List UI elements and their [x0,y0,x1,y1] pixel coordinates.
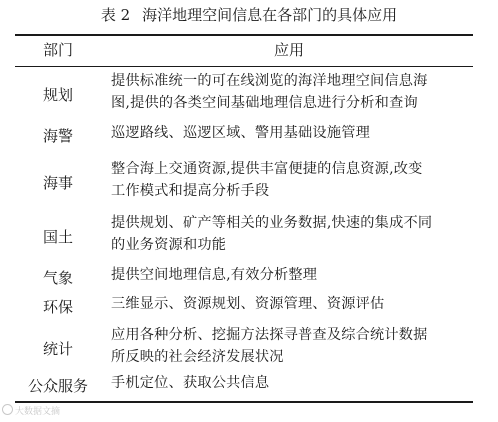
application-cell [111,122,473,144]
department-cell: 国土 [42,227,73,246]
application-cell [111,372,473,394]
application-line: 三维显示、资源规划、资源管理、资源评估 [111,296,385,312]
table-number: 表 2 [100,6,131,24]
application-cell [111,70,473,114]
table-row [15,264,473,290]
application-line: 提供空间地理信息,有效分析整理 [111,267,318,283]
application-cell [111,264,473,286]
department-cell: 气象 [42,268,73,287]
application-line: 巡逻路线、巡逻区域、警用基础设施管理 [111,125,370,141]
application-line: 工作模式和提高分析手段 [111,183,270,199]
table-row [15,372,473,398]
table-row [15,122,473,148]
application-line: 提供规划、矿产等相关的业务数据,快速的集成不同 [111,215,433,231]
bottom-rule [15,401,473,403]
table-row [15,324,473,372]
application-cell [111,158,473,202]
department-cell: 规划 [42,85,73,104]
table-row [15,212,473,260]
watermark [2,404,60,419]
department-cell: 海事 [42,173,73,192]
application-line: 图,提供的各类空间基础地理信息进行分析和查询 [111,95,418,111]
application-line: 的业务资源和功能 [111,237,227,253]
weibo-icon [2,404,13,415]
header-department: 部门 [42,41,73,59]
application-line: 所反映的社会经济发展状况 [111,349,284,365]
table-caption [0,5,498,25]
department-cell: 统计 [42,339,73,358]
application-cell [111,212,473,256]
table-row [15,158,473,206]
department-cell: 环保 [42,297,73,316]
top-rule [15,34,473,36]
header-rule [15,66,473,67]
application-line: 提供标准统一的可在线浏览的海洋地理空间信息海 [111,73,428,89]
table-row [15,70,473,118]
department-cell: 公众服务 [27,376,88,395]
application-line: 手机定位、获取公共信息 [111,375,270,391]
table-title: 海洋地理空间信息在各部门的具体应用 [142,6,398,24]
watermark-text: 大数据文摘 [15,407,61,417]
application-cell [111,293,473,315]
department-cell: 海警 [42,126,73,145]
header-application: 应用 [273,41,304,59]
application-line: 应用各种分析、挖掘方法探寻普查及综合统计数据 [111,327,428,343]
application-line: 整合海上交通资源,提供丰富便捷的信息资源,改变 [111,161,423,177]
application-cell [111,324,473,368]
table-row [15,293,473,319]
